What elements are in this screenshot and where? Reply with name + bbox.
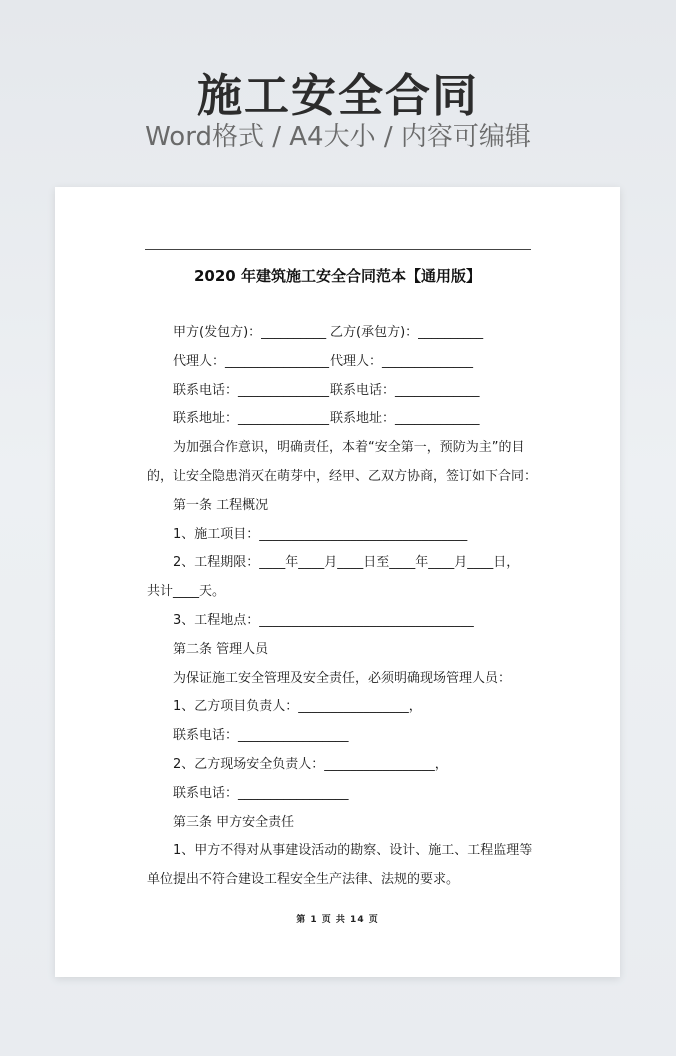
header-rule (145, 249, 531, 250)
article1-item1: 1、施工项目：________________________________ (173, 526, 468, 542)
intro-paragraph-line2: 的，让安全隐患消灭在萌芽中，经甲、乙双方协商，签订如下合同： (147, 468, 538, 484)
party-a-address-field: 联系地址：______________ (173, 411, 330, 427)
article2-item1: 1、乙方项目负责人：_________________， (173, 699, 422, 715)
article3-heading: 第三条 甲方安全责任 (173, 814, 295, 830)
party-b-agent-field: 代理人：______________ (330, 353, 474, 369)
document-title: 2020 年建筑施工安全合同范本【通用版】 (194, 267, 481, 285)
party-b-address-field: 联系地址：_____________ (330, 411, 480, 427)
article2-item2-phone: 联系电话：_________________ (173, 785, 349, 801)
article3-item1-line2: 单位提出不符合建设工程安全生产法律、法规的要求。 (147, 872, 460, 888)
party-row-agents (147, 348, 535, 377)
party-row-addresses (147, 405, 535, 434)
article2-heading: 第二条 管理人员 (173, 641, 269, 657)
article2-item1-phone: 联系电话：_________________ (173, 728, 349, 744)
party-row-phones (147, 377, 535, 406)
article3-item1-line1: 1、甲方不得对从事建设活动的勘察、设计、施工、工程监理等 (173, 843, 533, 859)
article1-item2-line2: 共计____天。 (147, 584, 226, 600)
party-b-field: 乙方(承包方)：__________ (330, 325, 484, 340)
article1-heading: 第一条 工程概况 (173, 497, 269, 513)
article1-item2-line1: 2、工程期限：____年____月____日至____年____月____日， (173, 555, 520, 571)
banner-title: 施工安全合同 (196, 69, 479, 122)
party-row-parties (147, 319, 535, 348)
banner-subtitle: Word格式 / A4大小 / 内容可编辑 (145, 122, 531, 152)
document-body (147, 319, 538, 895)
intro-paragraph-line1: 为加强合作意识，明确责任，本着“安全第一，预防为主”的目 (173, 440, 525, 456)
article2-item2: 2、乙方现场安全负责人：_________________， (173, 756, 448, 772)
party-a-phone-field: 联系电话：______________ (173, 382, 330, 398)
article1-item3: 3、工程地点：_________________________________ (173, 612, 474, 628)
article2-intro: 为保证施工安全管理及安全责任，必须明确现场管理人员： (173, 670, 512, 686)
party-b-phone-field: 联系电话：_____________ (330, 382, 480, 398)
page-number-footer: 第 1 页 共 14 页 (296, 915, 379, 925)
party-a-field: 甲方(发包方)：__________ (173, 325, 327, 340)
party-a-agent-field: 代理人：________________ (173, 353, 330, 369)
document-page (55, 187, 620, 977)
